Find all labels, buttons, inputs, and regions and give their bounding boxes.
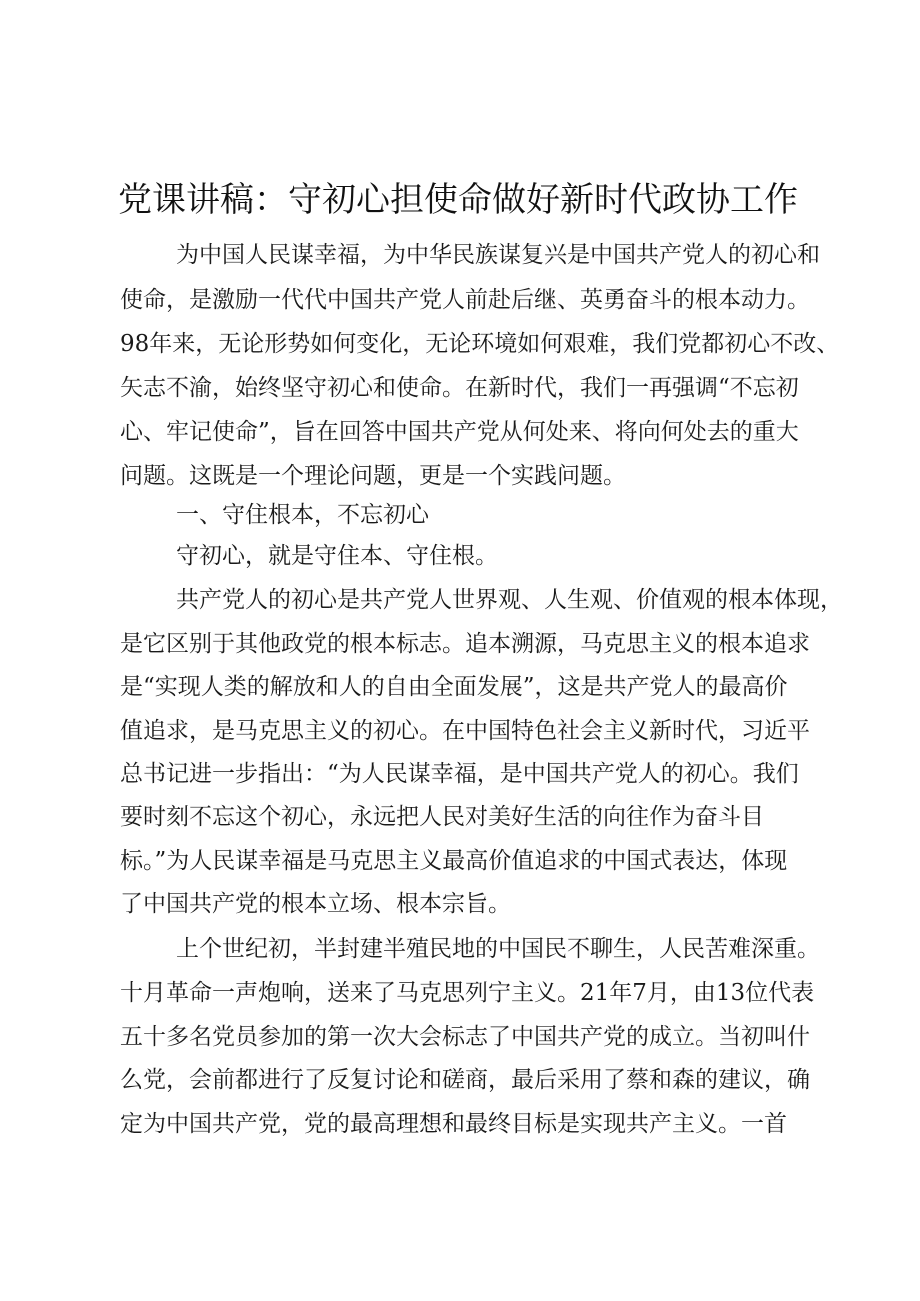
para3-line-5: 定为中国共产党，党的最高理想和最终目标是实现共产主义。一首 (120, 1111, 787, 1137)
para2-line-2: 是它区别于其他政党的根本标志。追本溯源，马克思主义的根本追求 (120, 631, 810, 657)
para2-line-8: 了中国共产党的根本立场、根本宗旨。 (120, 891, 511, 917)
para2-line-6: 要时刻不忘这个初心，永远把人民对美好生活的向往作为奋斗目 (120, 804, 764, 830)
intro-line-6: 问题。这既是一个理论问题，更是一个实践问题。 (120, 463, 626, 489)
para3-line-4: 么党，会前都进行了反复讨论和磋商，最后采用了蔡和森的建议，确 (120, 1067, 810, 1093)
intro-line-3: 98年来，无论形势如何变化，无论环境如何艰难，我们党都初心不改、 (120, 331, 840, 357)
para2-line-5: 总书记进一步指出：“为人民谋幸福，是中国共产党人的初心。我们 (120, 761, 799, 787)
section-lead: 守初心，就是守住本、守住根。 (176, 543, 498, 569)
para2-line-3: 是“实现人类的解放和人的自由全面发展”，这是共产党人的最高价 (120, 674, 788, 700)
document-title: 党课讲稿：守初心担使命做好新时代政协工作 (118, 180, 798, 220)
para3-line-1: 上个世纪初，半封建半殖民地的中国民不聊生，人民苦难深重。 (176, 936, 820, 962)
para2-line-1: 共产党人的初心是共产党人世界观、人生观、价值观的根本体现， (176, 587, 843, 613)
intro-line-1: 为中国人民谋幸福，为中华民族谋复兴是中国共产党人的初心和 (176, 242, 820, 268)
para3-line-2: 十月革命一声炮响，送来了马克思列宁主义。21年7月，由13位代表 (120, 980, 815, 1006)
section-heading: 一、守住根本，不忘初心 (176, 502, 429, 528)
intro-line-2: 使命，是激励一代代中国共产党人前赴后继、英勇奋斗的根本动力。 (120, 287, 810, 313)
intro-line-5: 心、牢记使命”，旨在回答中国共产党从何处来、将向何处去的重大 (120, 419, 799, 445)
para3-line-3: 五十多名党员参加的第一次大会标志了中国共产党的成立。当初叫什 (120, 1024, 810, 1050)
para2-line-4: 值追求，是马克思主义的初心。在中国特色社会主义新时代，习近平 (120, 718, 810, 744)
para2-line-7: 标。”为人民谋幸福是马克思主义最高价值追求的中国式表达，体现 (120, 848, 788, 874)
intro-line-4: 矢志不渝，始终坚守初心和使命。在新时代，我们一再强调“不忘初 (120, 375, 799, 401)
